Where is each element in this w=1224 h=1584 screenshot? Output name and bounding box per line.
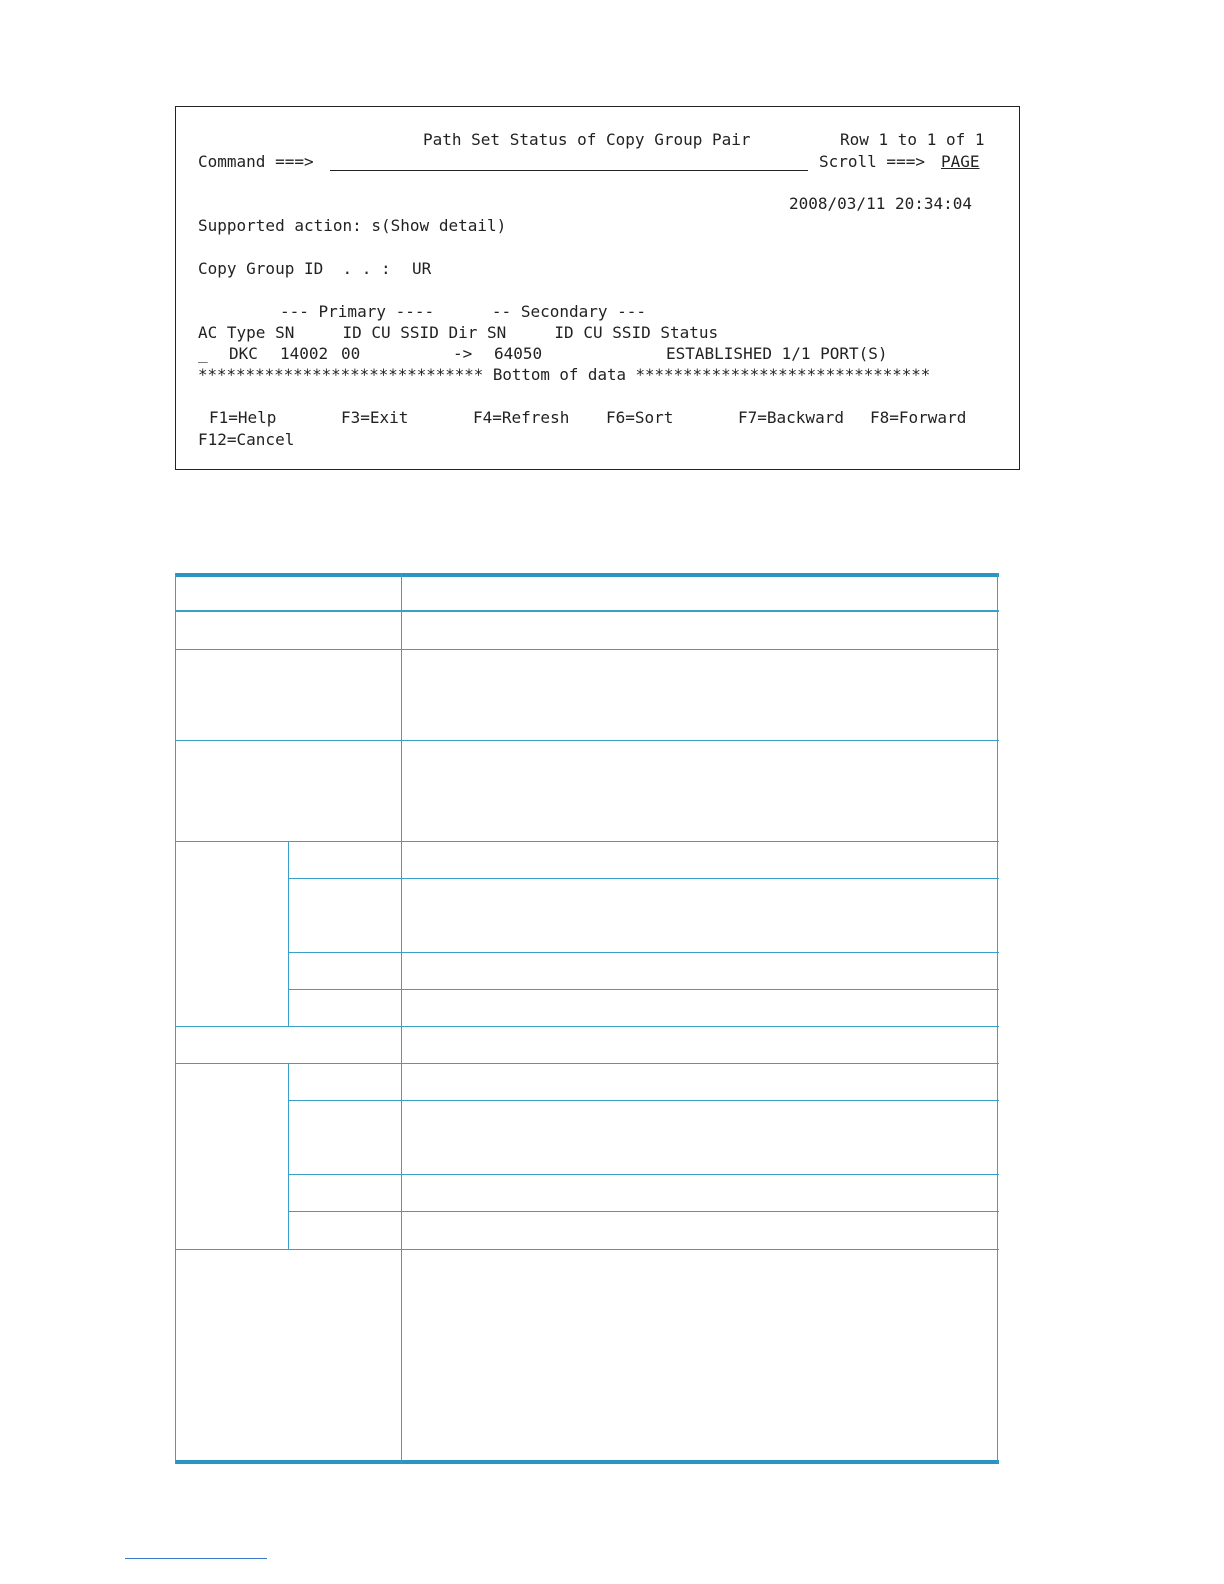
row-divider [175, 740, 999, 741]
action-code-field[interactable]: _ [198, 344, 208, 363]
column-divider [401, 573, 402, 1463]
subcolumn-divider [288, 1063, 289, 1249]
subrow-divider [288, 989, 999, 990]
row-direction: -> [453, 344, 473, 363]
group-header: --- Primary ---- -- Secondary --- [280, 302, 647, 321]
row-divider [175, 649, 999, 650]
description-table [175, 573, 999, 1465]
fkey-refresh[interactable]: F4=Refresh [473, 408, 570, 427]
subrow-divider [288, 1211, 999, 1212]
row-secondary-sn: 64050 [494, 344, 543, 363]
column-header: AC Type SN ID CU SSID Dir SN ID CU SSID Status [198, 323, 719, 342]
fkey-exit[interactable]: F3=Exit [341, 408, 409, 427]
fkey-sort[interactable]: F6=Sort [606, 408, 674, 427]
subrow-divider [288, 1100, 999, 1101]
table-header-rule [175, 610, 999, 612]
row-divider [175, 1249, 999, 1250]
command-label: Command ===> [198, 152, 314, 171]
scroll-amount-field[interactable]: PAGE [941, 152, 980, 171]
fkey-forward[interactable]: F8=Forward [870, 408, 967, 427]
copy-group-value: UR [412, 259, 432, 278]
row-divider [175, 841, 999, 842]
table-bottom-rule [175, 1460, 999, 1464]
table-right-border [997, 573, 998, 1463]
command-input[interactable] [330, 170, 808, 171]
scroll-label: Scroll ===> [819, 152, 925, 171]
row-type: DKC [229, 344, 258, 363]
row-divider [175, 1026, 999, 1027]
row-status: ESTABLISHED 1/1 PORT(S) [666, 344, 888, 363]
subrow-divider [288, 952, 999, 953]
terminal-screen [175, 106, 1020, 470]
row-divider [175, 1063, 999, 1064]
row-primary-id: 00 [341, 344, 361, 363]
row-indicator: Row 1 to 1 of 1 [840, 130, 985, 149]
supported-action: Supported action: s(Show detail) [198, 216, 507, 235]
fkey-backward[interactable]: F7=Backward [738, 408, 844, 427]
table-top-rule [175, 573, 999, 577]
subrow-divider [288, 1174, 999, 1175]
table-left-border [175, 573, 176, 1463]
timestamp: 2008/03/11 20:34:04 [789, 194, 973, 213]
footer-rule [125, 1558, 267, 1559]
fkey-cancel[interactable]: F12=Cancel [198, 430, 295, 449]
subrow-divider [288, 878, 999, 879]
screen-title: Path Set Status of Copy Group Pair [423, 130, 751, 149]
fkey-help[interactable]: F1=Help [209, 408, 277, 427]
row-primary-sn: 14002 [280, 344, 329, 363]
bottom-of-data: ****************************** Bottom of data ******************************* [198, 365, 931, 384]
copy-group-label: Copy Group ID . . : [198, 259, 391, 278]
subcolumn-divider [288, 841, 289, 1026]
